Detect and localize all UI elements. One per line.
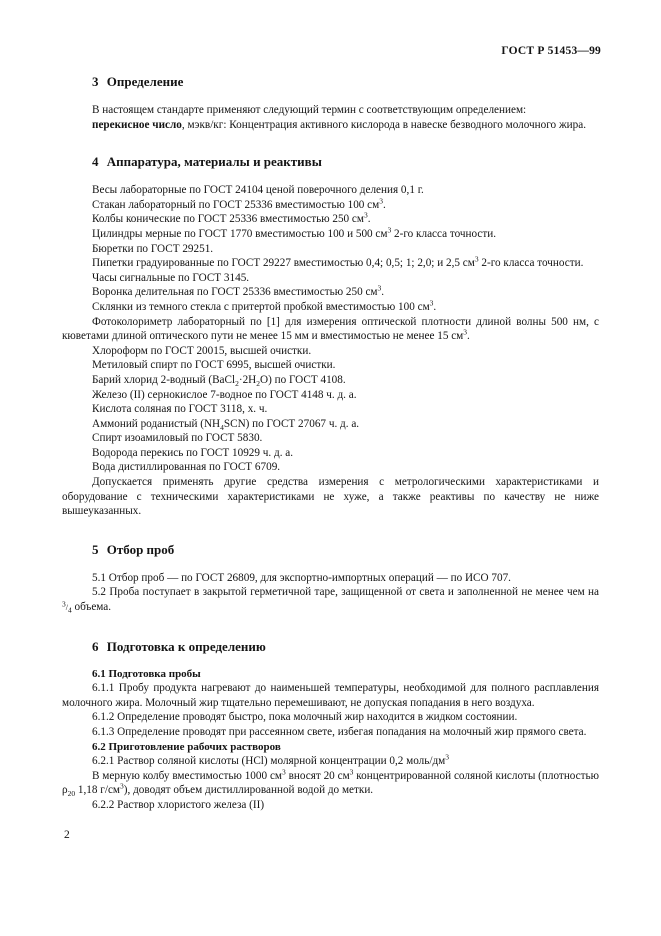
paragraph-6-2-1-text: В мерную колбу вместимостью 1000 $см^3$ вносят 20 $см^3$ концентрированной соляной кислоты (плотностью $\rho_{20}$ 1,18 $г/см^3$), доводят объем дистиллированной водой до метки. — [62, 767, 599, 799]
list-item: Барий хлорид 2-водный $(BaCl_2\cdot 2H_2O)$ по ГОСТ 4108. — [92, 373, 346, 389]
section-4-note: Допускается применять другие средства измерения с метрологическими характеристиками и оборудование с техническими характеристиками не хуже, а также реактивы по качеству не ниже вышеуказанных. — [62, 476, 599, 518]
list-item: Хлороформ по ГОСТ 20015, высшей очистки. — [92, 344, 312, 357]
paragraph-5-1: 5.1 Отбор проб — по ГОСТ 26809, для экспортно-импортных операций — по ИСО 707. — [92, 571, 511, 584]
list-item: Воронка делительная по ГОСТ 25336 вместимостью 250 $см^3$. — [92, 283, 385, 299]
subsection-6-1-heading: 6.1 Подготовка пробы — [92, 667, 201, 680]
list-item: Бюретки по ГОСТ 29251. — [92, 242, 214, 255]
list-item: Спирт изоамиловый по ГОСТ 5830. — [92, 432, 263, 445]
paragraph-6-1-2: 6.1.2 Определение проводят быстро, пока молочный жир находится в жидком состоянии. — [92, 711, 518, 724]
section-6-heading: 6 Подготовка к определению — [92, 638, 266, 654]
section-3-heading: 3 Определение — [92, 74, 184, 89]
page-content — [62, 74, 599, 813]
list-item: Кислота соляная по ГОСТ 3118, х. ч. — [92, 403, 268, 416]
subsection-6-2-heading: 6.2 Приготовление рабочих растворов — [92, 740, 281, 753]
page-number: 2 — [64, 829, 70, 841]
list-item: Аммоний роданистый $(NH_4SCN)$ по ГОСТ 27067 ч. д. а. — [92, 417, 360, 432]
list-item: Метиловый спирт по ГОСТ 6995, высшей очистки. — [92, 359, 336, 372]
paragraph-6-1-1: 6.1.1 Пробу продукта нагревают до наименьшей температуры, необходимой для полного расплавления молочного жира. Молочный жир тщательно перемешивают, не допуская попадания в него воздуха. — [62, 682, 599, 709]
list-item: Цилиндры мерные по ГОСТ 1770 вместимостью 100 и 500 $см^3$ 2-го класса точности. — [92, 225, 497, 240]
list-item: Склянки из темного стекла с притертой пробкой вместимостью 100 $см^3$. — [92, 298, 437, 313]
section-5-heading: 5 Отбор проб — [92, 541, 175, 557]
standard-code: ГОСТ Р 51453—99 — [501, 45, 601, 57]
list-item: Стакан лабораторный по ГОСТ 25336 вместимостью 100 $см^3$. — [92, 196, 386, 211]
list-item: Железо (II) сернокислое 7-водное по ГОСТ 4148 ч. д. а. — [92, 388, 357, 401]
list-item: Колбы конические по ГОСТ 25336 вместимостью 250 $см^3$. — [92, 210, 371, 226]
list-item: Водорода перекись по ГОСТ 10929 ч. д. а. — [92, 446, 294, 459]
list-item: Пипетки градуированные по ГОСТ 29227 вместимостью 0,4; 0,5; 1; 2,0; и 2,5 $см^3$ 2-го класса точности. — [92, 254, 584, 270]
paragraph-6-2-1: 6.2.1 Раствор соляной кислоты (HCl) молярной концентрации 0,2 моль/$дм^3$ — [92, 752, 449, 768]
list-item: Весы лабораторные по ГОСТ 24104 ценой поверочного деления 0,1 г. — [92, 184, 424, 197]
list-item: Часы сигнальные по ГОСТ 3145. — [92, 271, 250, 284]
paragraph-6-2-2: 6.2.2 Раствор хлористого железа (II) — [92, 798, 265, 811]
list-item: Вода дистиллированная по ГОСТ 6709. — [92, 461, 281, 474]
paragraph-6-1-3: 6.1.3 Определение проводят при рассеянном свете, избегая попадания на молочный жир прямого света. — [92, 726, 587, 738]
term: перекисное число — [92, 118, 182, 131]
list-item: Фотоколориметр лабораторный по [1] для измерения оптической плотности длиной волны 500 нм, с кюветами длиной оптического пути не менее 15 мм и вместимостью не менее 15 $см^3$. — [62, 315, 599, 343]
section-3-intro: В настоящем стандарте применяют следующий термин с соответствующим определением: — [92, 104, 527, 116]
paragraph-5-2: 5.2 Проба поступает в закрытой герметичной таре, защищенной от света и заполненной не менее чем на $^3/_4$ объема. — [62, 586, 599, 615]
section-3-definition: перекисное число, мэкв/кг: Концентрация активного кислорода в навеске безводного молочного жира. — [92, 118, 587, 131]
section-4-heading: 4 Аппаратура, материалы и реактивы — [92, 154, 322, 170]
